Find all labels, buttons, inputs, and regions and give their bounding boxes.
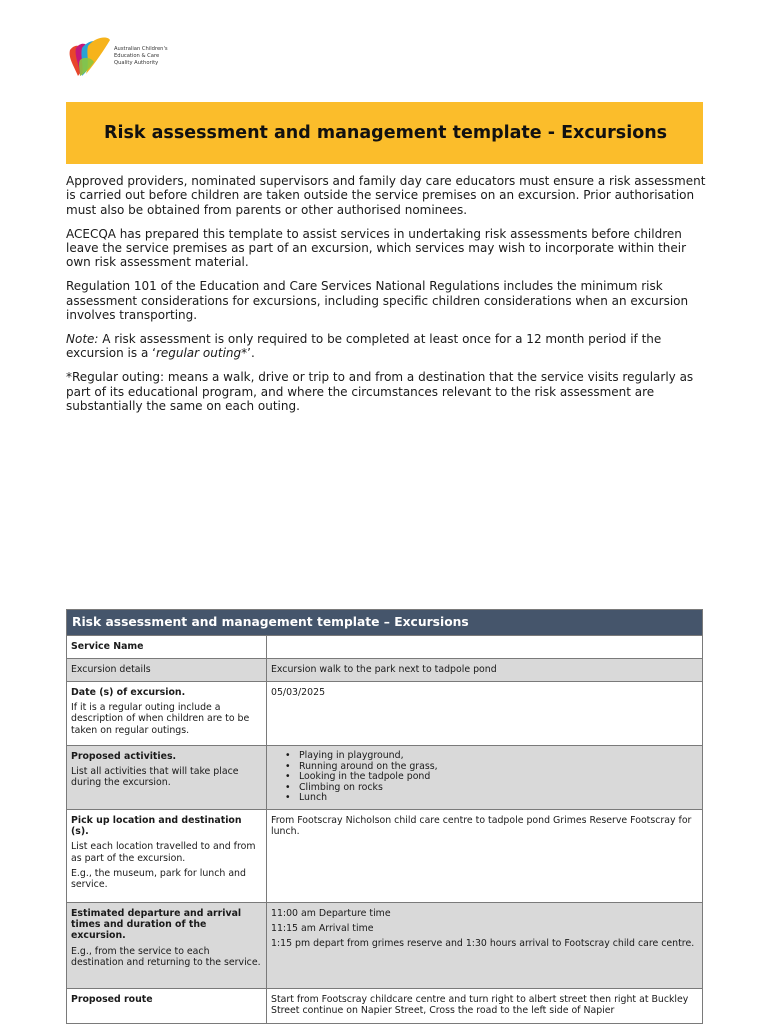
table-row-times	[67, 903, 702, 989]
activities-list	[285, 751, 698, 804]
route-label-cell	[67, 989, 267, 1023]
acecqa-logo-icon	[66, 36, 112, 78]
route-label: Proposed route	[71, 994, 153, 1005]
list-item: • Lunch	[285, 793, 698, 804]
times-line-3: 1:15 pm depart from grimes reserve and 1:30 hours arrival to Footscray child care centre.	[271, 938, 695, 950]
times-line-2: 11:15 am Arrival time	[271, 923, 374, 935]
regular-outing-term: regular outing*	[155, 346, 248, 361]
excursion-details-field[interactable]: Excursion walk to the park next to tadpole pond	[271, 664, 497, 675]
excursion-details-label: Excursion details	[67, 659, 267, 681]
logo-line-1: Australian Children's	[114, 46, 168, 52]
route-field[interactable]: Start from Footscray childcare centre and turn right to albert street then right at Buckley Street continue on Napier Street, Cross the road to the left side of Napier	[271, 994, 689, 1017]
acecqa-logo	[66, 36, 196, 80]
service-name-label: Service Name	[67, 636, 267, 658]
intro-text	[66, 174, 706, 423]
times-label-cell	[67, 903, 267, 988]
date-hint: If it is a regular outing include a description of when children are to be taken on regular outings.	[71, 702, 250, 736]
page-title: Risk assessment and management template - Excursions	[104, 123, 668, 143]
activities-label-cell	[67, 746, 267, 809]
table-row-pickup	[67, 810, 702, 903]
table-row-date	[67, 682, 702, 746]
title-banner	[66, 102, 703, 164]
intro-paragraph-3: Regulation 101 of the Education and Care Services National Regulations includes the minimum risk assessment considerations for excursions, including specific children considerations when an excursion involves transporting.	[66, 279, 689, 322]
date-label-cell	[67, 682, 267, 745]
note-text: A risk assessment is only required to be completed at least once for a 12 month period if the excursion is a ‘	[66, 332, 662, 361]
service-name-field[interactable]	[267, 636, 702, 658]
date-field[interactable]: 05/03/2025	[271, 687, 326, 698]
table-row-route	[67, 989, 702, 1023]
note-end: ’.	[247, 346, 255, 361]
logo-line-2: Education & Care	[114, 53, 160, 59]
pickup-label: Pick up location and destination (s).	[71, 815, 242, 838]
table-header: Risk assessment and management template – Excursions	[67, 610, 702, 636]
date-label: Date (s) of excursion.	[71, 687, 186, 698]
activities-hint: List all activities that will take place during the excursion.	[71, 766, 239, 789]
list-item: • Looking in the tadpole pond	[285, 772, 698, 783]
activities-label: Proposed activities.	[71, 751, 177, 762]
pickup-hint-1: List each location travelled to and from as part of the excursion.	[71, 841, 256, 864]
times-label: Estimated departure and arrival times and duration of the excursion.	[71, 908, 242, 942]
table-row-activities	[67, 746, 702, 810]
times-line-1: 11:00 am Departure time	[271, 908, 391, 919]
pickup-field[interactable]: From Footscray Nicholson child care centre to tadpole pond Grimes Reserve Footscray for lunch.	[271, 815, 692, 838]
list-item: • Climbing on rocks	[285, 783, 698, 794]
list-item: • Playing in playground,	[285, 751, 698, 762]
times-field[interactable]	[267, 903, 702, 988]
list-item: • Running around on the grass,	[285, 762, 698, 773]
logo-line-3: Quality Authority	[114, 60, 159, 66]
times-hint: E.g., from the service to each destination and returning to the service.	[71, 945, 261, 968]
pickup-label-cell	[67, 810, 267, 902]
risk-assessment-table	[66, 609, 703, 1024]
intro-paragraph-1: Approved providers, nominated supervisors and family day care educators must ensure a risk assessment is carried out before children are taken outside the service premises on an excursion. Prior authorisation must also be obtained from parents or other authorised nominees.	[66, 174, 706, 217]
intro-paragraph-4	[66, 332, 706, 361]
logo-text	[114, 46, 168, 67]
note-label: Note:	[66, 332, 99, 347]
table-row-service-name	[67, 636, 702, 659]
activities-field[interactable]	[267, 746, 702, 809]
intro-paragraph-5: *Regular outing: means a walk, drive or trip to and from a destination that the service visits regularly as part of its educational program, and where the circumstances relevant to the risk assessment are substantially the same on each outing.	[66, 370, 694, 414]
intro-paragraph-2: ACECQA has prepared this template to assist services in undertaking risk assessments before children leave the service premises as part of an excursion, which services may wish to incorporate within their own risk assessment material.	[66, 226, 687, 270]
table-row-excursion-details	[67, 659, 702, 682]
pickup-hint-2: E.g., the museum, park for lunch and service.	[71, 867, 246, 891]
